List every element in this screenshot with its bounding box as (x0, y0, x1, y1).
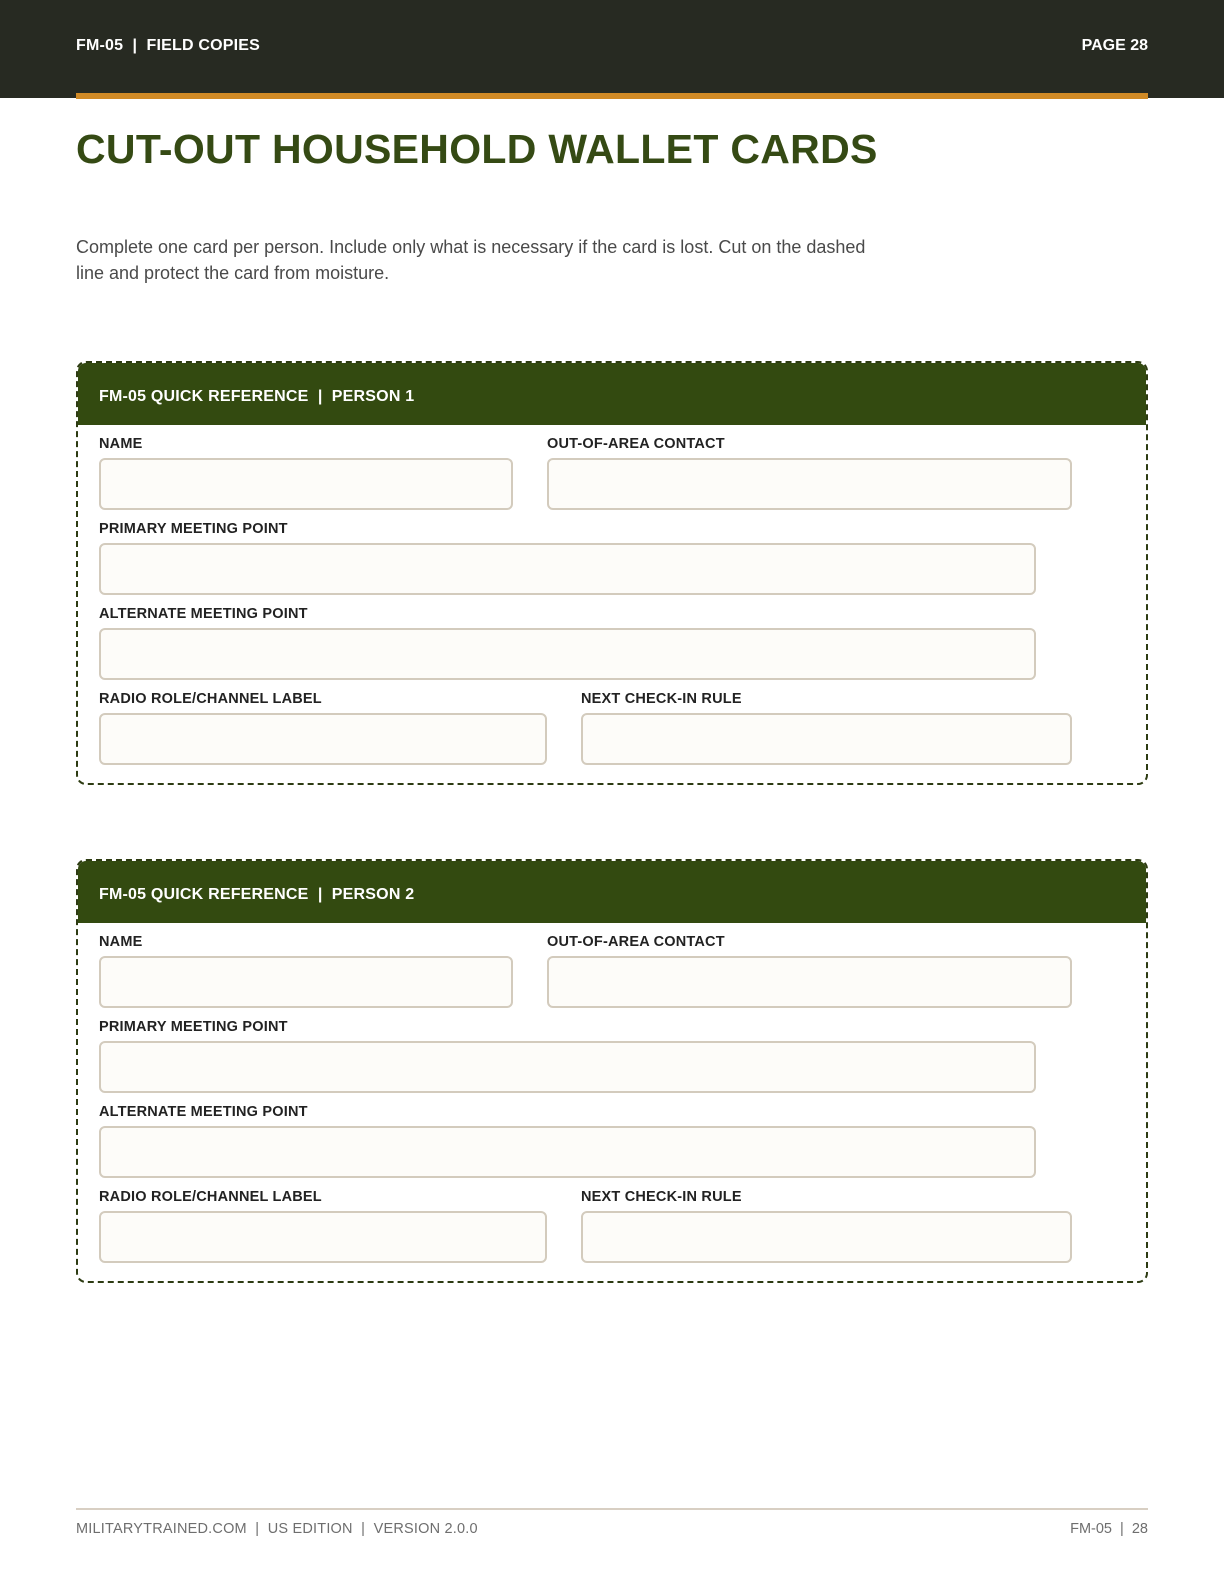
name-field[interactable] (99, 956, 513, 1008)
out-of-area-contact-label: OUT-OF-AREA CONTACT (547, 934, 725, 950)
card-heading: FM-05 QUICK REFERENCE | PERSON 2 (78, 861, 1146, 923)
primary-meeting-point-field[interactable] (99, 543, 1036, 595)
out-of-area-contact-field[interactable] (547, 956, 1072, 1008)
wallet-card-person-1 (76, 361, 1148, 785)
footer-site-info: MILITARYTRAINED.COM | US EDITION | VERSION 2.0.0 (76, 1521, 478, 1537)
radio-role-channel-field[interactable] (99, 1211, 547, 1263)
page-title: CUT-OUT HOUSEHOLD WALLET CARDS (76, 126, 878, 172)
intro-text: Complete one card per person. Include only what is necessary if the card is lost. Cut on the dashed line and protect the card from moisture. (76, 237, 866, 283)
name-label: NAME (99, 934, 143, 950)
radio-role-channel-field[interactable] (99, 713, 547, 765)
name-label: NAME (99, 436, 143, 452)
alternate-meeting-point-label: ALTERNATE MEETING POINT (99, 1104, 308, 1120)
alternate-meeting-point-field[interactable] (99, 628, 1036, 680)
next-check-in-rule-label: NEXT CHECK-IN RULE (581, 691, 742, 707)
wallet-card-person-2 (76, 859, 1148, 1283)
out-of-area-contact-field[interactable] (547, 458, 1072, 510)
next-check-in-rule-field[interactable] (581, 713, 1072, 765)
page-header-bar (0, 0, 1224, 98)
card-heading: FM-05 QUICK REFERENCE | PERSON 1 (78, 363, 1146, 425)
primary-meeting-point-label: PRIMARY MEETING POINT (99, 1019, 288, 1035)
radio-role-channel-label: RADIO ROLE/CHANNEL LABEL (99, 691, 322, 707)
header-section-label: FM-05 | FIELD COPIES (76, 37, 261, 54)
name-field[interactable] (99, 458, 513, 510)
alternate-meeting-point-field[interactable] (99, 1126, 1036, 1178)
next-check-in-rule-label: NEXT CHECK-IN RULE (581, 1189, 742, 1205)
footer-divider (76, 1508, 1148, 1510)
header-page-number: PAGE 28 (1081, 37, 1148, 54)
header-accent-rule (76, 93, 1148, 99)
radio-role-channel-label: RADIO ROLE/CHANNEL LABEL (99, 1189, 322, 1205)
footer-page-ref: FM-05 | 28 (1070, 1521, 1148, 1537)
alternate-meeting-point-label: ALTERNATE MEETING POINT (99, 606, 308, 622)
primary-meeting-point-field[interactable] (99, 1041, 1036, 1093)
primary-meeting-point-label: PRIMARY MEETING POINT (99, 521, 288, 537)
out-of-area-contact-label: OUT-OF-AREA CONTACT (547, 436, 725, 452)
next-check-in-rule-field[interactable] (581, 1211, 1072, 1263)
